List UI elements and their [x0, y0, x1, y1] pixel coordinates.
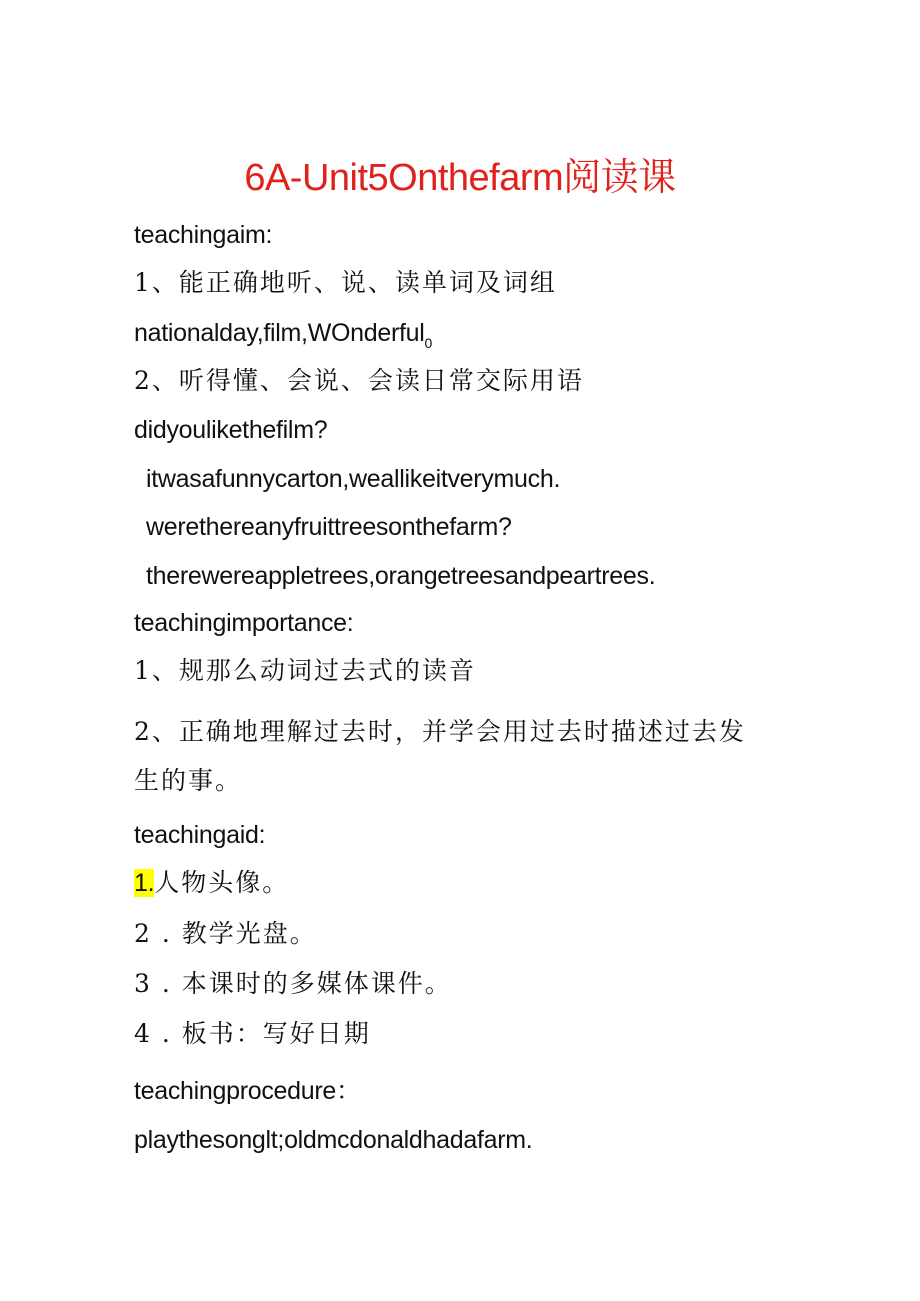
aid-item-1-number-highlight: 1.	[134, 869, 155, 897]
aid-item-1-text: 人物头像。	[154, 868, 290, 897]
importance-item-2-line-2: 生的事。	[134, 766, 243, 795]
aim-heading: teachingaim:	[134, 221, 273, 249]
importance-heading: teachingimportance:	[134, 609, 354, 637]
procedure-step-1: playthesonglt;oldmcdonaldhadafarm.	[134, 1126, 533, 1154]
aim-item-1-words	[134, 316, 432, 353]
aid-item-3: 3 . 本课时的多媒体课件。	[134, 969, 452, 998]
aim-item-2-question-2: werethereanyfruittreesonthefarm?	[146, 513, 512, 541]
aim-item-1: 1、能正确地听、说、读单词及词组	[134, 268, 557, 297]
procedure-heading: teachingprocedure：	[134, 1077, 361, 1105]
importance-item-1: 1、规那么动词过去式的读音	[134, 656, 476, 685]
aid-heading: teachingaid:	[134, 821, 266, 849]
aid-item-4: 4 . 板书：写好日期	[134, 1019, 371, 1048]
aim-item-2-answer-1: itwasafunnycarton,weallikeitverymuch.	[146, 465, 561, 493]
aid-item-1	[134, 866, 289, 900]
aim-item-2: 2、听得懂、会说、会读日常交际用语	[134, 366, 584, 395]
aid-item-2: 2 . 教学光盘。	[134, 919, 317, 948]
importance-item-2-line-1: 2、正确地理解过去时，并学会用过去时描述过去发	[134, 717, 746, 746]
aim-item-1-words-text: nationalday,film,WOnderful	[134, 319, 425, 347]
aim-item-1-subscript: 0	[424, 335, 432, 351]
aim-item-2-answer-2: therewereappletrees,orangetreesandpeartrees.	[146, 562, 656, 590]
document-title: 6A-Unit5Onthefarm阅读课	[244, 157, 676, 199]
aim-item-2-question-1: didyoulikethefilm?	[134, 416, 328, 444]
